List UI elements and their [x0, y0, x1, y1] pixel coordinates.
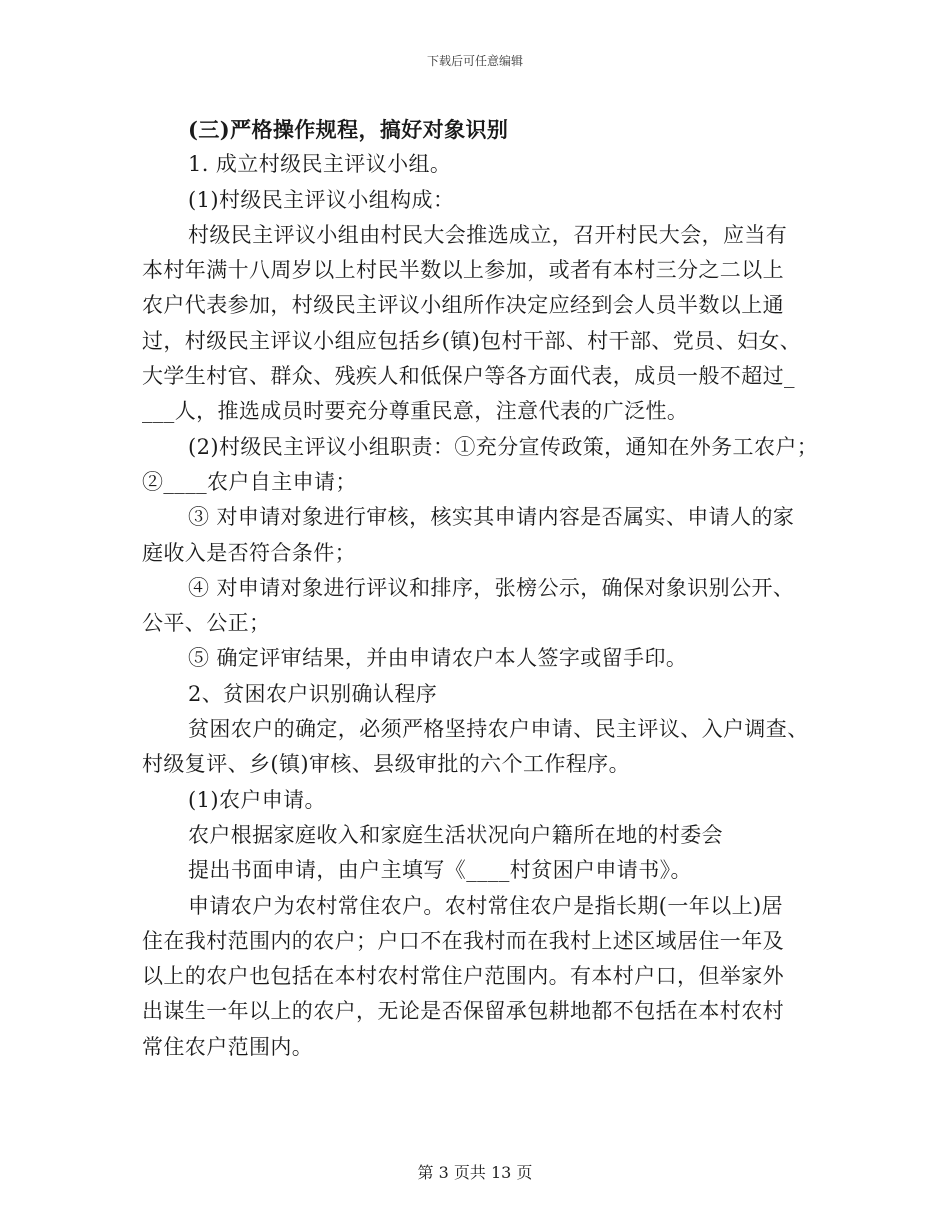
paragraph-line: 庭收入是否符合条件； [142, 540, 356, 565]
paragraph-line: ⑤ 确定评审结果，并由申请农户本人签字或留手印。 [188, 646, 688, 671]
paragraph-line: 村级复评、乡(镇)审核、县级审批的六个工作程序。 [142, 752, 630, 777]
paragraph-line: 出谋生一年以上的农户，无论是否保留承包耕地都不包括在本村农村 [142, 999, 784, 1024]
paragraph-line: 提出书面申请，由户主填写《____村贫困户申请书》。 [188, 858, 692, 883]
paragraph-line: 1. 成立村级民主评议小组。 [188, 152, 452, 177]
page-footer: 第 3 页共 13 页 [417, 1163, 533, 1182]
paragraph-line: 农户代表参加，村级民主评议小组所作决定应经到会人员半数以上通 [142, 293, 784, 318]
section-heading: (三)严格操作规程，搞好对象识别 [188, 117, 509, 142]
paragraph-line: (1)村级民主评议小组构成： [188, 187, 455, 212]
paragraph-line: 申请农户为农村常住农户。农村常住农户是指长期(一年以上)居 [188, 893, 783, 918]
paragraph-line: ③ 对申请对象进行审核，核实其申请内容是否属实、申请人的家 [188, 505, 795, 530]
paragraph-line: ④ 对申请对象进行评议和排序，张榜公示，确保对象识别公开、 [188, 575, 795, 600]
paragraph-line: 贫困农户的确定，必须严格坚持农户申请、民主评议、入户调查、 [188, 717, 809, 742]
paragraph-line: 本村年满十八周岁以上村民半数以上参加，或者有本村三分之二以上 [142, 258, 784, 283]
paragraph-line: 村级民主评议小组由村民大会推选成立，召开村民大会，应当有 [188, 222, 788, 247]
paragraph-line: 过，村级民主评议小组应包括乡(镇)包村干部、村干部、党员、妇女、 [142, 328, 802, 353]
paragraph-line: ②____农户自主申请； [142, 469, 357, 494]
paragraph-line: 2、贫困农户识别确认程序 [188, 681, 438, 706]
paragraph-line: 常住农户范围内。 [142, 1034, 314, 1059]
paragraph-line: 公平、公正； [142, 611, 271, 636]
document-body [142, 112, 822, 1065]
paragraph-line: 住在我村范围内的农户；户口不在我村而在我村上述区域居住一年及 [142, 928, 784, 953]
paragraph-line: (1)农户申请。 [188, 787, 326, 812]
paragraph-line: 大学生村官、群众、残疾人和低保户等各方面代表，成员一般不超过_ [142, 364, 795, 389]
paragraph-line: (2)村级民主评议小组职责：①充分宣传政策，通知在外务工农户； [188, 434, 819, 459]
page-header: 下载后可任意编辑 [426, 54, 523, 68]
paragraph-line: 农户根据家庭收入和家庭生活状况向户籍所在地的村委会 [188, 822, 723, 847]
paragraph-line: ___人，推选成员时要充分尊重民意，注意代表的广泛性。 [142, 399, 689, 424]
paragraph-line: 以上的农户也包括在本村农村常住户范围内。有本村户口，但举家外 [142, 964, 784, 989]
